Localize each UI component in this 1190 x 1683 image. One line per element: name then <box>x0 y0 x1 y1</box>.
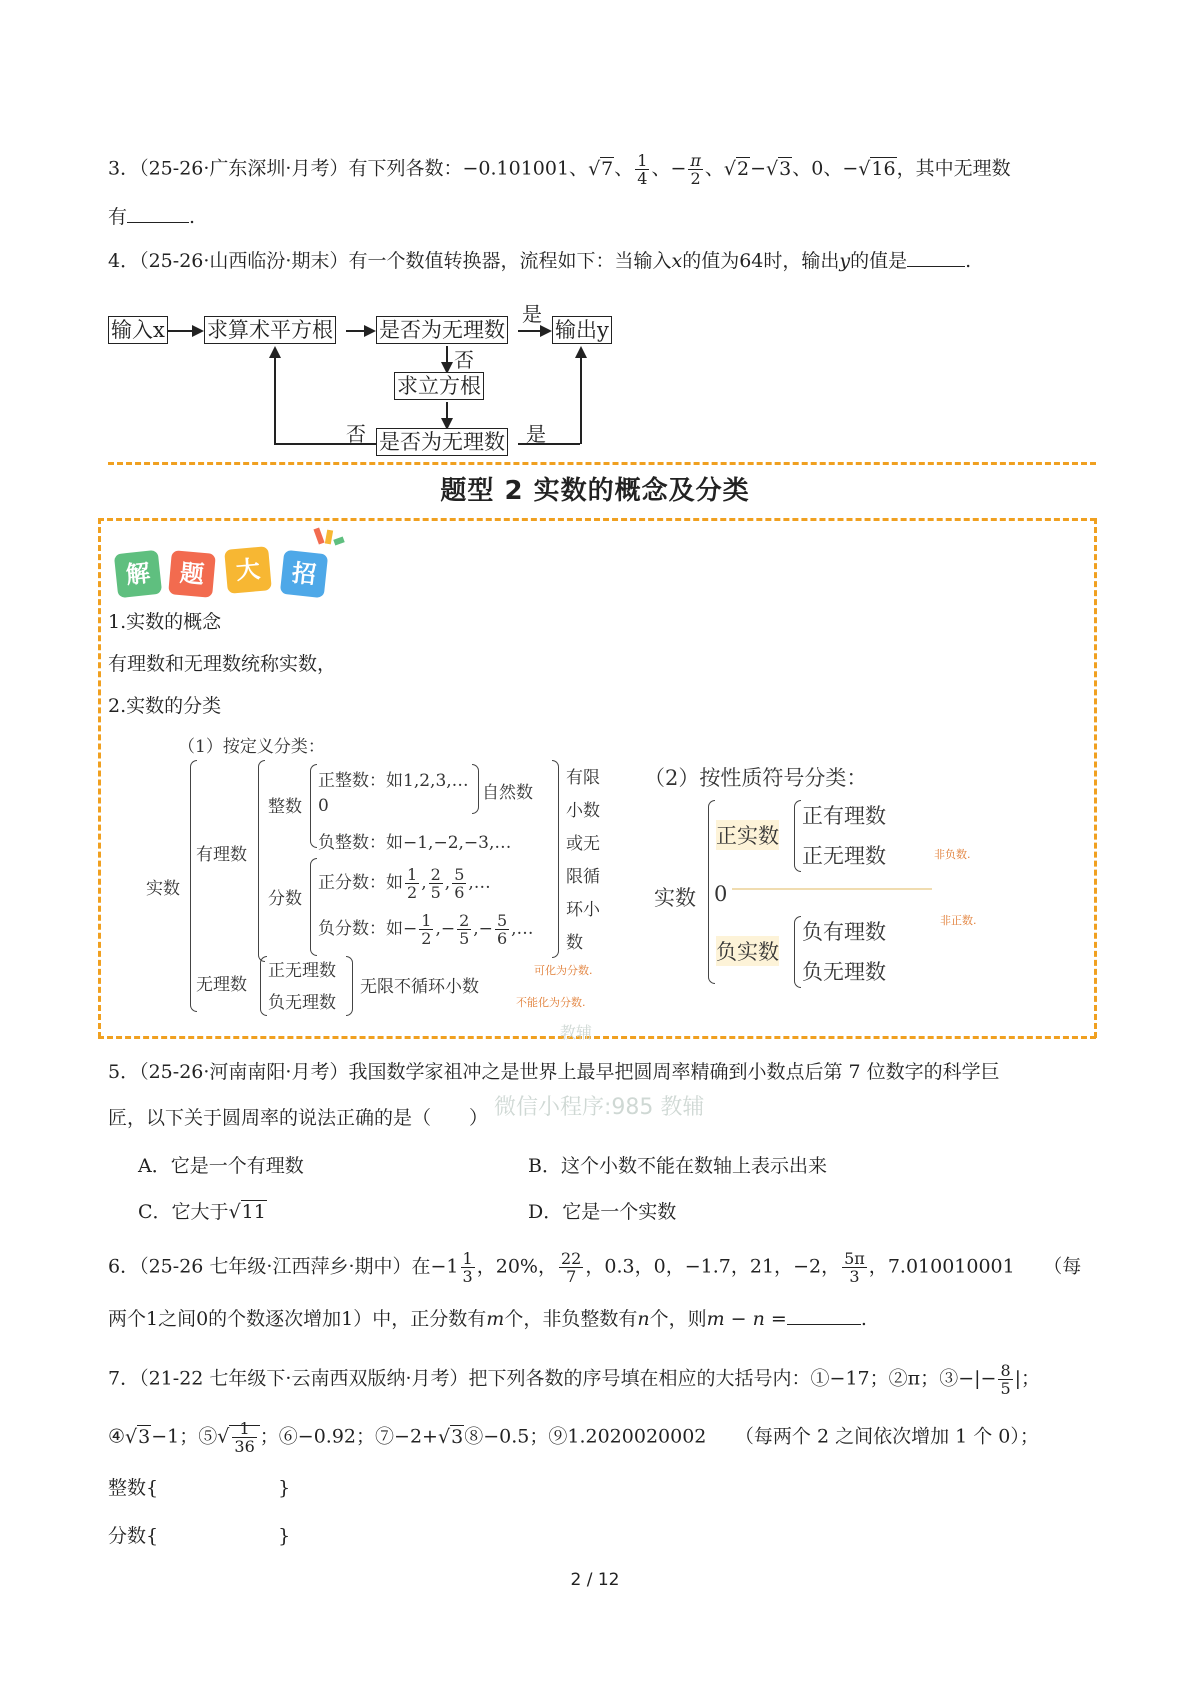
note-line: 限循 <box>566 867 600 887</box>
option-text: 它是一个有理数 <box>170 1155 304 1177</box>
arrow-up-icon <box>575 346 587 358</box>
fraction-1-4: $\frac{1}{4}$ <box>637 151 648 188</box>
item-index: ⑨ <box>548 1425 568 1448</box>
var-n: n <box>637 1308 650 1330</box>
sqrt-1-36: √ $\frac{1}{36}$ <box>217 1420 259 1455</box>
fraction: $\frac{1}{3}$ <box>462 1249 473 1286</box>
sqrt-2: √2 <box>723 157 750 180</box>
question-5-line1 <box>108 1060 1000 1084</box>
sqrt-3: √3 <box>125 1425 151 1448</box>
tree-node-rational: 有理数 <box>196 845 247 865</box>
note-line: 或无 <box>566 834 600 854</box>
item-index: ⑦ <box>375 1425 395 1448</box>
fraction: $\frac{5\pi}{3}$ <box>844 1249 865 1286</box>
question-number: 5． <box>108 1061 140 1083</box>
fraction: $\frac{1}{2}$ <box>407 865 418 902</box>
tips-definition: 有理数和无理数统称实数， <box>108 653 337 675</box>
tree-node-real: 实数 <box>146 879 180 899</box>
sqrt-3: √3 <box>437 1425 464 1448</box>
question-source: （25-26 七年级·江西萍乡·期中） <box>139 1255 412 1278</box>
watermark-logo: 教辅 <box>560 1023 593 1042</box>
answer-blank[interactable] <box>907 248 965 267</box>
section-divider <box>108 462 1096 465</box>
question-6-line2 <box>108 1306 867 1331</box>
question-7-line1: 7．（21-22 七年级下·云南西双版纳·月考）把下列各数的序号填在相应的大括号内：①−17；②π；③−|− $\frac{8}{5}$ |； <box>108 1361 1041 1398</box>
question-stem: 在 <box>411 1255 431 1278</box>
sqrt-16: √16 <box>858 157 896 180</box>
tag-da: 大 <box>224 546 272 594</box>
question-text: . <box>965 250 972 272</box>
flow-check1-box: 是否为无理数 <box>376 316 508 344</box>
fraction: $\frac{22}{7}$ <box>560 1249 582 1286</box>
handwritten-note: 非正数. <box>940 914 977 927</box>
flow-label-yes: 是 <box>522 302 542 326</box>
section-title: 题型 2 实数的概念及分类 <box>440 476 750 506</box>
handwritten-note: 不能化为分数. <box>516 996 586 1009</box>
tree-node-real: 实数 <box>654 886 696 910</box>
flow-output-box: 输出y <box>552 316 612 344</box>
math-item: 21 <box>749 1255 775 1278</box>
highlight-line <box>732 888 932 890</box>
item-index: ② <box>888 1367 908 1390</box>
question-source: （21-22 七年级下·云南西双版纳·月考） <box>139 1367 469 1390</box>
brace <box>472 764 479 814</box>
item-value: −17 <box>829 1367 870 1390</box>
question-stem: 有下列各数： <box>348 157 463 180</box>
option-b[interactable] <box>528 1154 827 1178</box>
tag-jie: 解 <box>114 550 162 598</box>
item-index: ⑤ <box>198 1425 218 1448</box>
answer-blank[interactable] <box>127 204 189 223</box>
question-7-line2: ④√3−1；⑤√ $\frac{1}{36}$ ；⑥−0.92；⑦−2+√3⑧−0.5；⑨1.2020020002 （每两个 2 之间依次增加 1 个 0）； <box>108 1419 1039 1456</box>
item-index: ⑥ <box>278 1425 298 1448</box>
arrow-right-icon <box>540 325 552 337</box>
question-4-line1 <box>108 248 971 273</box>
label: 负分数：如 <box>318 919 403 939</box>
tree-leaf-neg-irrational: 负无理数 <box>802 960 886 984</box>
var-y: y <box>839 250 851 272</box>
brace <box>260 956 267 1016</box>
question-number: 7． <box>108 1367 140 1390</box>
fraction: $\frac{8}{5}$ <box>1000 1361 1011 1398</box>
handwritten-note: 可化为分数. <box>534 964 593 977</box>
brace <box>310 858 317 956</box>
tree-leaf-zero: 0 <box>714 882 728 906</box>
question-5-line2: 匠，以下关于圆周率的说法正确的是（ ） <box>108 1107 489 1129</box>
expression: m − n = <box>706 1308 787 1330</box>
option-label: C． <box>138 1201 172 1223</box>
brace-close: } <box>278 1525 291 1547</box>
brace <box>258 760 265 962</box>
item-index: ① <box>810 1367 830 1390</box>
sparkle-icon <box>333 536 344 545</box>
question-source: （25-26·河南南阳·月考） <box>139 1061 349 1083</box>
var-m: m <box>486 1308 505 1330</box>
option-d[interactable] <box>528 1200 676 1224</box>
tips-point-1: 1.实数的概念 <box>108 611 222 633</box>
math-item: −0.101001 <box>462 157 570 180</box>
question-3-line1: 3．（25-26·广东深圳·月考）有下列各数：−0.101001、√7、 $\frac{1}{4}$ 、− $\frac{\pi}{2}$ 、√2−√3、0、−√16，其中无理数 <box>108 151 1011 188</box>
brace <box>346 956 353 1016</box>
ellipsis: ,… <box>468 873 491 893</box>
category-label: 分数{ <box>108 1525 159 1547</box>
note-line: 环小 <box>566 900 600 920</box>
question-number: 4． <box>108 250 140 272</box>
item-value: −0.5 <box>483 1425 530 1448</box>
tips-box-top-border <box>98 518 1096 521</box>
flow-check2-box: 是否为无理数 <box>376 428 508 456</box>
question-text: . <box>860 1308 867 1330</box>
tree-node-integer: 整数 <box>268 797 302 817</box>
question-3-line2 <box>108 204 195 229</box>
tree-leaf-pos-rational: 正有理数 <box>802 804 886 828</box>
math-item: −2 <box>793 1255 822 1278</box>
watermark-text: 微信小程序:985 教辅 <box>494 1095 705 1120</box>
math-item: 0.3 <box>604 1255 635 1278</box>
question-text: 的值为64时，输出 <box>682 250 840 272</box>
category-fraction[interactable] <box>108 1524 290 1548</box>
tree-node-irrational: 无理数 <box>196 975 247 995</box>
fraction: $\frac{5}{6}$ <box>496 911 508 948</box>
answer-blank[interactable] <box>787 1306 861 1325</box>
math-item: −1.7 <box>684 1255 731 1278</box>
brace <box>794 800 801 872</box>
tree-leaf-neg-int: 负整数：如−1,−2,−3,… <box>318 833 512 853</box>
label: 正分数：如 <box>318 873 403 893</box>
fraction: $\frac{2}{5}$ <box>430 865 441 902</box>
note-line: 有限 <box>566 768 600 788</box>
question-text: （每 <box>1052 1255 1082 1278</box>
question-text: 个，非负整数有 <box>504 1308 638 1330</box>
tree-leaf-neg-irr: 负无理数 <box>268 993 336 1013</box>
classification-title: （1）按定义分类： <box>178 737 325 757</box>
flow-connector <box>580 356 582 444</box>
tree-leaf-pos-frac: 正分数：如 $\frac{1}{2}$ , $\frac{2}{5}$ , $\frac{5}{6}$ ,… <box>318 865 491 902</box>
ellipsis: ,… <box>511 919 534 939</box>
tree-node-decimal-note <box>566 762 606 960</box>
question-source: （25-26·广东深圳·月考） <box>139 157 349 180</box>
tree-leaf-pos-int: 正整数：如1,2,3,… <box>318 771 469 791</box>
brace <box>794 916 801 988</box>
sqrt-7: √7 <box>588 157 614 180</box>
tree-node-negative: 负实数 <box>716 936 779 966</box>
tree-leaf-neg-rational: 负有理数 <box>802 920 886 944</box>
tree-node-natural: 自然数 <box>482 783 533 803</box>
brace <box>310 764 317 848</box>
question-note: （每两个 2 之间依次增加 1 个 0）； <box>744 1425 1039 1448</box>
fraction: $\frac{1}{2}$ <box>421 911 432 948</box>
tag-ti: 题 <box>168 550 216 598</box>
tree-leaf-pos-irr: 正无理数 <box>268 961 336 981</box>
sparkle-icon <box>325 530 333 545</box>
question-stem: 有一个数值转换器，流程如下：当输入 <box>348 250 672 272</box>
item-value: −0.92 <box>297 1425 357 1448</box>
category-label: 整数{ <box>108 1477 159 1499</box>
question-source: （25-26·山西临汾·期末） <box>139 250 349 272</box>
item-value: 1.2020020002 <box>567 1425 707 1448</box>
math-item: 0 <box>653 1255 666 1278</box>
fraction-pi-2: $\frac{\pi}{2}$ <box>690 151 701 188</box>
flow-connector <box>274 356 276 444</box>
flow-input-box: 输入x <box>108 316 168 344</box>
item-index: ④ <box>108 1425 126 1448</box>
question-text: 有 <box>108 206 128 228</box>
option-c[interactable] <box>138 1200 267 1224</box>
arrow-up-icon <box>269 346 281 358</box>
question-text: 的值是 <box>850 250 908 272</box>
math-item: 7.010010001 <box>887 1255 1015 1278</box>
category-integer[interactable] <box>108 1476 290 1500</box>
question-tail: ，其中无理数 <box>896 157 1011 180</box>
item-index: ③ <box>939 1367 959 1390</box>
var-x: x <box>671 250 683 272</box>
item-index: ⑧ <box>464 1425 484 1448</box>
option-text: 这个小数不能在数轴上表示出来 <box>560 1155 827 1177</box>
question-text: 个，则 <box>649 1308 707 1330</box>
tree-node-irr-desc: 无限不循环小数 <box>360 977 479 997</box>
tips-box-left-border <box>98 518 101 1038</box>
option-label: A． <box>138 1155 171 1177</box>
tree-leaf-pos-irrational: 正无理数 <box>802 844 886 868</box>
flow-label-no: 否 <box>346 422 366 446</box>
page-number: 2 / 12 <box>570 1570 620 1590</box>
question-stem: 把下列各数的序号填在相应的大括号内： <box>468 1367 811 1390</box>
handwritten-note: 非负数. <box>934 848 971 861</box>
classification-title: （2）按性质符号分类： <box>644 766 868 790</box>
option-label: B． <box>528 1155 561 1177</box>
tag-zhao: 招 <box>280 550 328 598</box>
fraction: $\frac{2}{5}$ <box>459 911 470 948</box>
tips-point-2: 2.实数的分类 <box>108 695 222 717</box>
sparkle-icon <box>313 527 324 544</box>
question-text: . <box>189 206 196 228</box>
arrow-right-icon <box>364 325 376 337</box>
question-stem: 我国数学家祖冲之是世界上最早把圆周率精确到小数点后第 7 位数字的科学巨 <box>348 1061 1000 1083</box>
note-line: 数 <box>566 933 583 953</box>
flow-sqrt-box: 求算术平方根 <box>204 316 336 344</box>
question-number: 6． <box>108 1255 140 1278</box>
brace-close: } <box>278 1477 291 1499</box>
tree-node-positive: 正实数 <box>716 820 779 850</box>
option-label: D． <box>528 1201 563 1223</box>
option-a[interactable] <box>138 1154 304 1178</box>
flow-cbrt-box: 求立方根 <box>394 372 484 400</box>
flow-label-yes: 是 <box>526 422 546 446</box>
brace <box>552 760 559 958</box>
option-text: 它是一个实数 <box>562 1201 677 1223</box>
tree-node-fraction: 分数 <box>268 889 302 909</box>
question-6-line1: 6．（25-26 七年级·江西萍乡·期中）在−1 $\frac{1}{3}$ ，20%， $\frac{22}{7}$ ，0.3，0，−1.7，21，−2， $\frac{5\pi}{3}$ ，7.010010001 （每 <box>108 1249 1082 1286</box>
math-item: 20% <box>495 1255 538 1278</box>
sqrt-11: √11 <box>228 1201 266 1223</box>
flow-label-no: 否 <box>454 348 474 372</box>
tree-leaf-neg-frac: 负分数：如− $\frac{1}{2}$ ,− $\frac{2}{5}$ ,− $\frac{5}{6}$ ,… <box>318 911 534 948</box>
item-value: π <box>907 1367 921 1390</box>
question-number: 3． <box>108 157 140 180</box>
fraction: $\frac{5}{6}$ <box>454 865 465 902</box>
sqrt-3: √3 <box>766 157 792 180</box>
tips-box-bottom-border <box>98 1036 1096 1039</box>
tree-leaf-zero: 0 <box>318 796 329 816</box>
tips-box-right-border <box>1094 518 1097 1038</box>
note-line: 小数 <box>566 801 600 821</box>
question-text: 两个1之间0的个数逐次增加1）中，正分数有 <box>108 1308 487 1330</box>
option-text: 它大于 <box>171 1201 229 1223</box>
arrow-right-icon <box>192 325 204 337</box>
